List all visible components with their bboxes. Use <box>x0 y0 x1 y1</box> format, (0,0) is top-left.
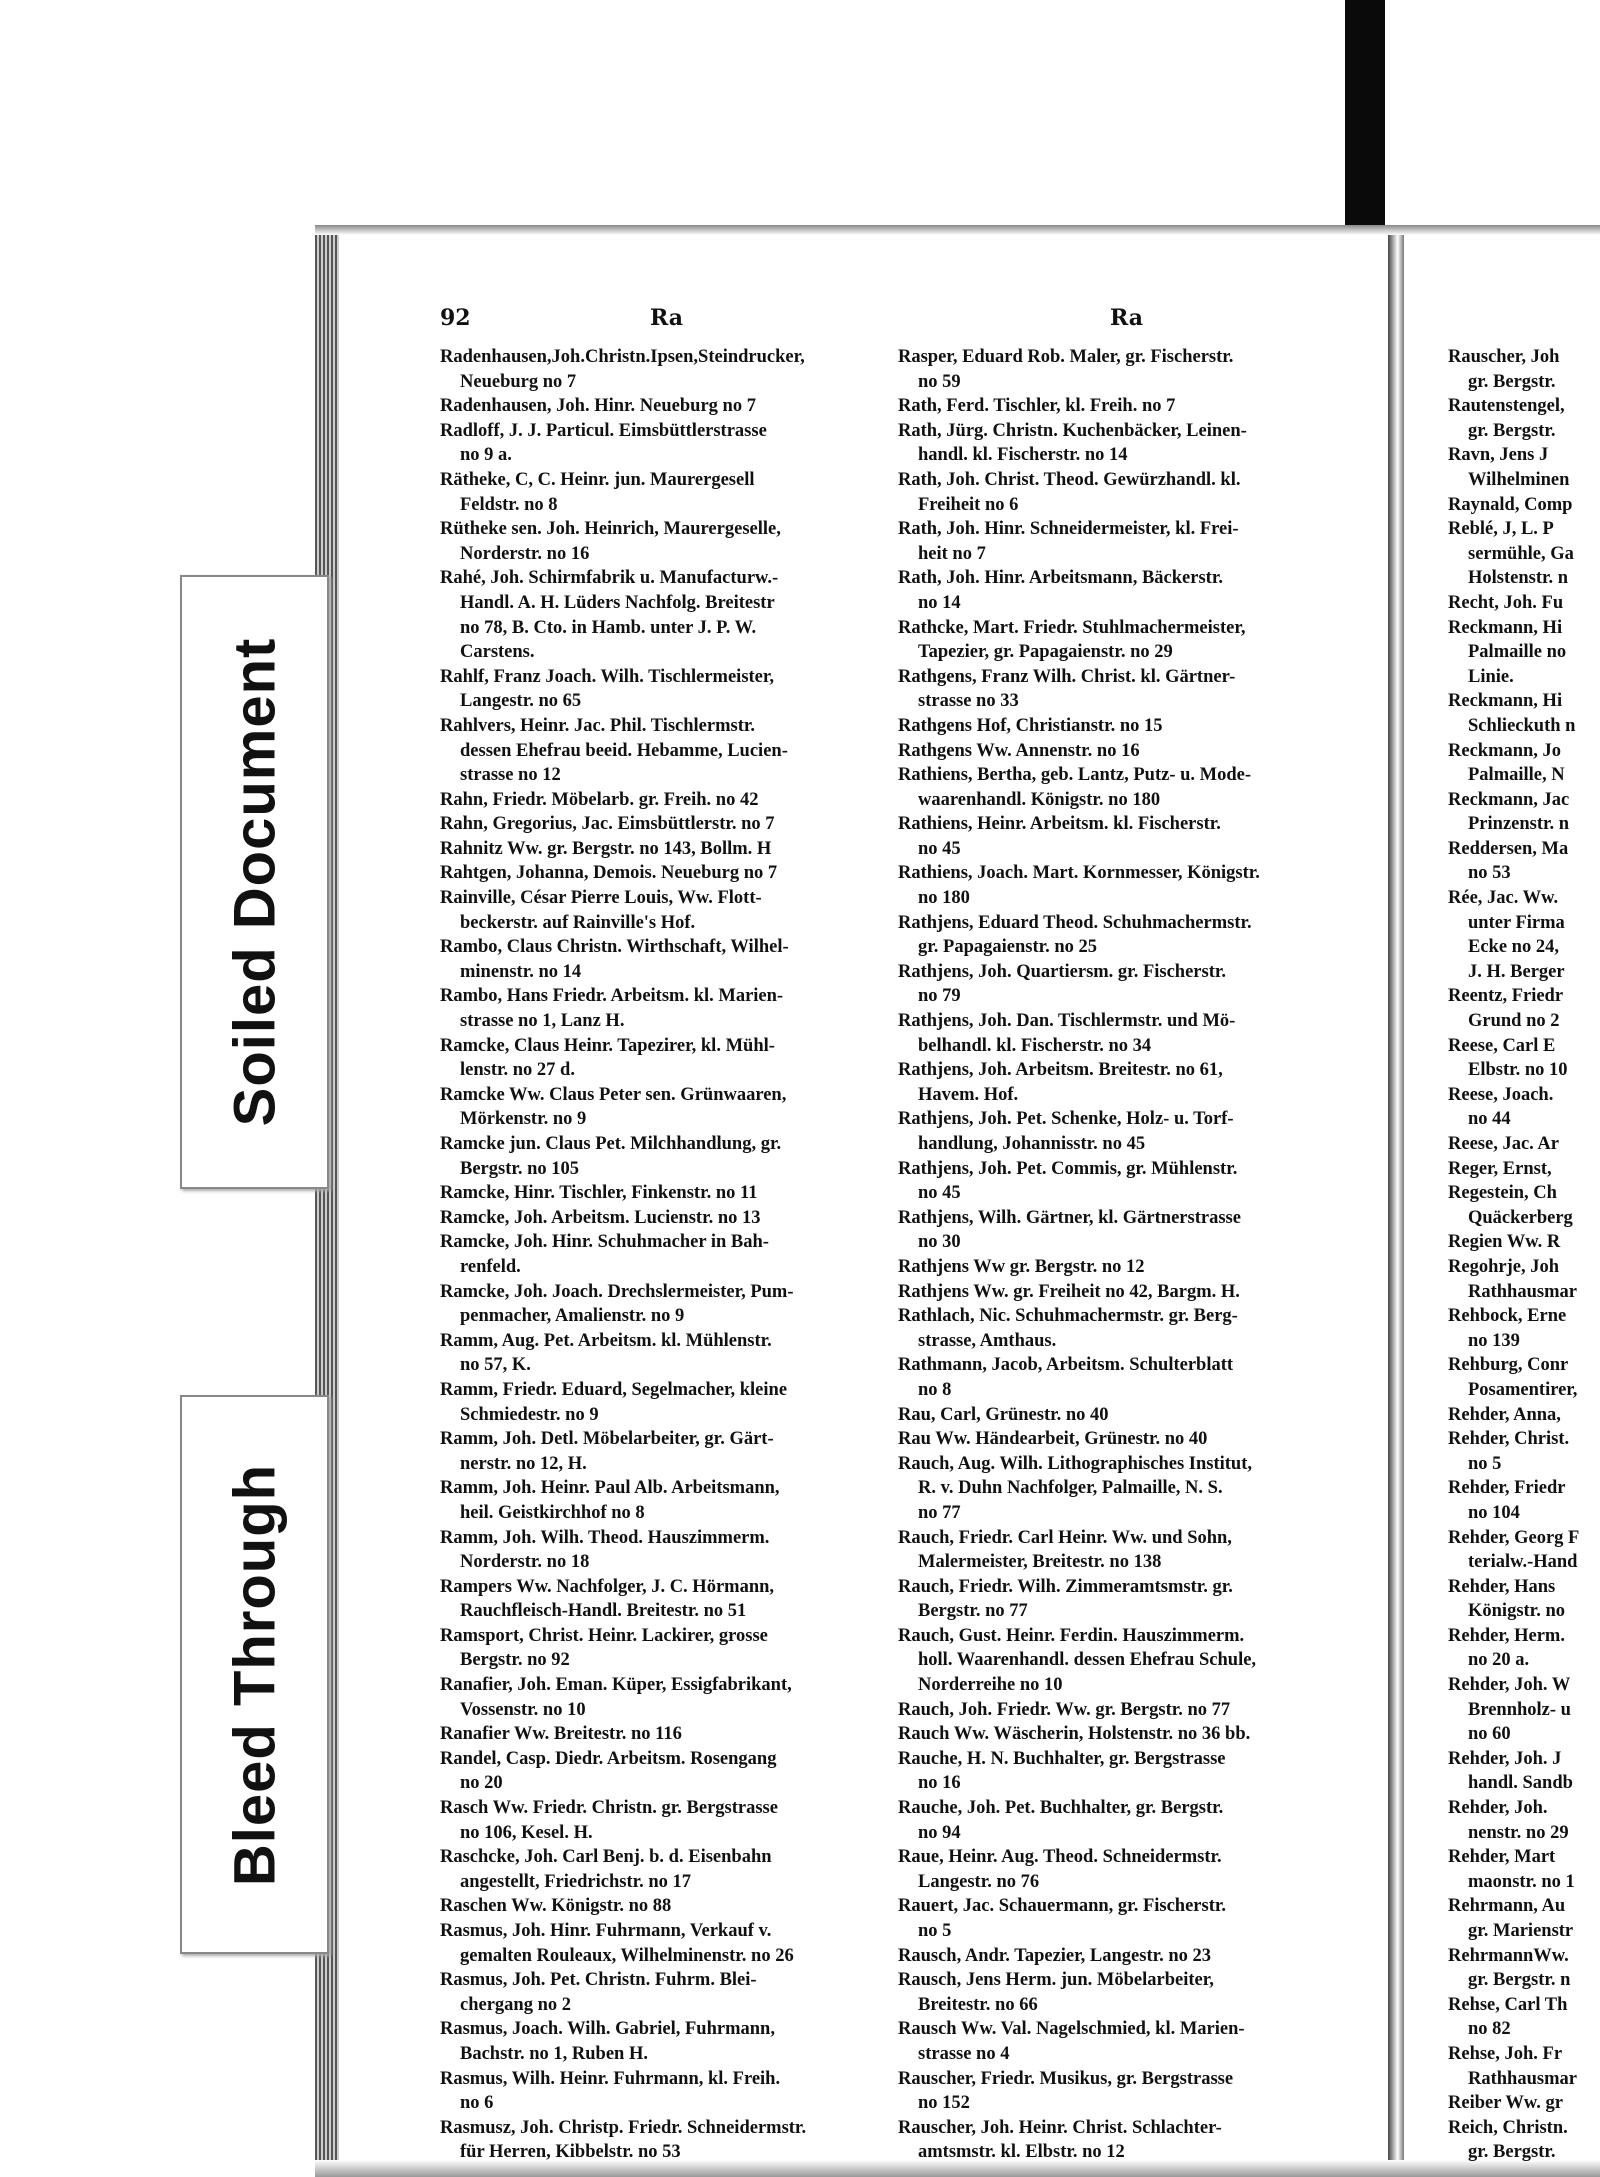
directory-entry-line: Rathhausmar <box>1468 2068 1577 2089</box>
directory-entry-line: Rath, Ferd. Tischler, kl. Freih. no 7 <box>898 396 1176 417</box>
directory-entry-line: no 30 <box>918 1232 961 1253</box>
directory-entry-line: Radloff, J. J. Particul. Eimsbüttlerstrasse <box>440 420 767 441</box>
directory-entry-line: maonstr. no 1 <box>1468 1871 1575 1892</box>
directory-entry-line: strasse no 4 <box>918 2043 1010 2064</box>
directory-entry-line: Reddersen, Ma <box>1448 838 1569 859</box>
directory-entry-line: Rehbock, Erne <box>1448 1306 1567 1327</box>
soiled-document-label: Soiled Document <box>222 637 287 1127</box>
directory-entry-line: chergang no 2 <box>460 1994 571 2015</box>
directory-entry-line: Rasmus, Joh. Hinr. Fuhrmann, Verkauf v. <box>440 1921 772 1941</box>
directory-entry-line: Ramsport, Christ. Heinr. Lackirer, grosse <box>440 1625 768 1646</box>
directory-entry-line: Rathjens, Joh. Quartiersm. gr. Fischerstr. <box>898 961 1227 982</box>
directory-entry-line: lenstr. no 27 d. <box>460 1060 575 1081</box>
directory-entry-line: nerstr. no 12, H. <box>460 1453 587 1474</box>
directory-entry-line: no 180 <box>918 888 970 909</box>
directory-entry-line: Reckmann, Jac <box>1448 789 1570 810</box>
directory-entry-line: Rehder, Hans <box>1448 1576 1556 1597</box>
directory-entry-line: Rahé, Joh. Schirmfabrik u. Manufacturw.- <box>440 568 779 589</box>
directory-entry-line: Randel, Casp. Diedr. Arbeitsm. Rosengang <box>440 1748 777 1769</box>
directory-column-left <box>440 345 880 2165</box>
directory-entry-line: no 106, Kesel. H. <box>460 1822 593 1843</box>
directory-entry-line: gr. Bergstr. <box>1468 371 1556 392</box>
directory-entry-line: belhandl. kl. Fischerstr. no 34 <box>918 1035 1152 1056</box>
directory-entry-line: Malermeister, Breitestr. no 138 <box>918 1552 1162 1573</box>
directory-entry-line: no 6 <box>460 2093 494 2114</box>
directory-entry-line: Prinzenstr. n <box>1468 814 1570 835</box>
directory-entry-line: Rathjens, Joh. Pet. Schenke, Holz- u. Torf- <box>898 1109 1234 1130</box>
directory-entry-line: Rathcke, Mart. Friedr. Stuhlmachermeister, <box>898 617 1246 638</box>
directory-entry-line: unter Firma <box>1468 912 1565 933</box>
directory-entry-line: strasse no 12 <box>460 765 561 786</box>
directory-entry-line: Königstr. no <box>1468 1601 1565 1622</box>
directory-entry-line: angestellt, Friedrichstr. no 17 <box>460 1871 692 1892</box>
directory-entry-line: gr. Marienstr <box>1468 1921 1574 1941</box>
directory-entry-line: Ramcke Ww. Claus Peter sen. Grünwaaren, <box>440 1084 787 1105</box>
directory-entry-line: Rahlvers, Heinr. Jac. Phil. Tischlermstr. <box>440 715 756 736</box>
directory-entry-line: Rau, Carl, Grünestr. no 40 <box>898 1404 1109 1425</box>
directory-entry-line: Rauch, Friedr. Carl Heinr. Ww. und Sohn, <box>898 1527 1232 1548</box>
directory-entry-line: Rainville, César Pierre Louis, Ww. Flott- <box>440 888 762 909</box>
directory-entry-line: no 44 <box>1468 1109 1511 1130</box>
soiled-document-tab <box>180 575 329 1189</box>
directory-entry-line: Rahn, Gregorius, Jac. Eimsbüttlerstr. no 7 <box>440 814 775 835</box>
directory-entry-line: Ramm, Aug. Pet. Arbeitsm. kl. Mühlenstr. <box>440 1330 772 1351</box>
directory-entry-line: Rathgens Ww. Annenstr. no 16 <box>898 740 1140 761</box>
directory-entry-line: Rathgens, Franz Wilh. Christ. kl. Gärtner- <box>898 666 1236 687</box>
directory-entry-line: Ranafier Ww. Breitestr. no 116 <box>440 1724 682 1745</box>
directory-entry-line: Rauchfleisch-Handl. Breitestr. no 51 <box>460 1601 747 1622</box>
directory-entry-line: renfeld. <box>460 1256 521 1277</box>
directory-entry-line: no 45 <box>918 838 961 859</box>
directory-entry-line: Rahtgen, Johanna, Demois. Neueburg no 7 <box>440 863 778 884</box>
directory-entry-line: no 60 <box>1468 1724 1511 1745</box>
directory-entry-line: Rauscher, Joh. Heinr. Christ. Schlachter- <box>898 2117 1222 2138</box>
directory-entry-line: Rath, Joh. Hinr. Schneidermeister, kl. Frei- <box>898 519 1239 540</box>
directory-entry-line: Rahlf, Franz Joach. Wilh. Tischlermeister, <box>440 666 775 687</box>
directory-entry-line: Ecke no 24, <box>1468 937 1559 958</box>
directory-entry-line: Raschen Ww. Königstr. no 88 <box>440 1896 672 1917</box>
middle-column-heading: Ra <box>1110 305 1144 331</box>
directory-entry-line: Rasmus, Joach. Wilh. Gabriel, Fuhrmann, <box>440 2019 775 2040</box>
directory-entry-line: Rathjens, Wilh. Gärtner, kl. Gärtnerstrasse <box>898 1207 1241 1228</box>
directory-entry-line: Rathiens, Bertha, geb. Lantz, Putz- u. Mode- <box>898 765 1252 786</box>
directory-entry-line: Rätheke, C, C. Heinr. jun. Maurergesell <box>440 469 755 490</box>
directory-entry-line: no 152 <box>918 2093 970 2114</box>
directory-entry-line: no 20 a. <box>1468 1650 1530 1671</box>
directory-entry-line: Recht, Joh. Fu <box>1448 592 1564 613</box>
directory-entry-line: Schmiedestr. no 9 <box>460 1404 599 1425</box>
directory-entry-line: Rathmann, Jacob, Arbeitsm. Schulterblatt <box>898 1355 1234 1376</box>
directory-entry-line: Posamentirer, <box>1468 1379 1578 1400</box>
directory-entry-line: Ramcke, Joh. Joach. Drechslermeister, Pum- <box>440 1281 794 1302</box>
directory-entry-line: Raschcke, Joh. Carl Benj. b. d. Eisenbahn <box>440 1847 772 1868</box>
book-gutter <box>1388 235 1404 2170</box>
bleed-through-tab <box>180 1395 329 1954</box>
directory-entry-line: beckerstr. auf Rainville's Hof. <box>460 912 696 933</box>
directory-entry-line: Tapezier, gr. Papagaienstr. no 29 <box>918 642 1173 663</box>
directory-entry-line: no 53 <box>1468 863 1511 884</box>
directory-entry-line: Rasmus, Wilh. Heinr. Fuhrmann, kl. Freih. <box>440 2068 781 2089</box>
directory-entry-line: Ramcke, Joh. Arbeitsm. Lucienstr. no 13 <box>440 1207 761 1228</box>
directory-entry-line: handl. kl. Fischerstr. no 14 <box>918 445 1128 466</box>
directory-entry-line: Rée, Jac. Ww. <box>1448 888 1559 909</box>
directory-entry-line: Reese, Jac. Ar <box>1448 1134 1559 1154</box>
directory-entry-line: Rambo, Hans Friedr. Arbeitsm. kl. Marien- <box>440 986 784 1007</box>
directory-entry-line: Regohrje, Joh <box>1448 1256 1559 1277</box>
directory-entry-line: Regien Ww. R <box>1448 1232 1561 1253</box>
directory-entry-line: no 78, B. Cto. in Hamb. unter J. P. W. <box>460 617 757 638</box>
directory-entry-line: Schlieckuth n <box>1468 715 1576 736</box>
directory-entry-line: Rehse, Joh. Fr <box>1448 2043 1563 2064</box>
directory-entry-line: Rathjens, Joh. Pet. Commis, gr. Mühlenstr. <box>898 1158 1238 1179</box>
directory-entry-line: no 94 <box>918 1822 961 1843</box>
directory-entry-line: Reese, Joach. <box>1448 1084 1554 1105</box>
directory-entry-line: Mörkenstr. no 9 <box>460 1109 587 1130</box>
directory-entry-line: Rathiens, Heinr. Arbeitsm. kl. Fischerstr. <box>898 814 1221 835</box>
directory-entry-line: no 79 <box>918 986 961 1007</box>
directory-entry-line: no 77 <box>918 1502 961 1523</box>
directory-entry-line: Rau Ww. Händearbeit, Grünestr. no 40 <box>898 1429 1208 1450</box>
directory-entry-line: strasse no 33 <box>918 691 1019 712</box>
directory-entry-line: heil. Geistkirchhof no 8 <box>460 1502 645 1523</box>
directory-entry-line: no 104 <box>1468 1502 1520 1523</box>
directory-entry-line: Breitestr. no 66 <box>918 1994 1038 2015</box>
directory-entry-line: Bergstr. no 77 <box>918 1601 1028 1622</box>
directory-entry-line: no 14 <box>918 592 961 613</box>
directory-entry-line: strasse, Amthaus. <box>918 1330 1057 1351</box>
directory-entry-line: Regestein, Ch <box>1448 1183 1557 1204</box>
directory-entry-line: no 139 <box>1468 1330 1520 1351</box>
directory-entry-line: Rehder, Mart <box>1448 1847 1556 1868</box>
directory-entry-line: R. v. Duhn Nachfolger, Palmaille, N. S. <box>918 1478 1223 1499</box>
directory-entry-line: Rehder, Christ. <box>1448 1429 1570 1450</box>
directory-entry-line: Ramm, Joh. Wilh. Theod. Hauszimmerm. <box>440 1527 770 1548</box>
directory-entry-line: no 57, K. <box>460 1355 531 1376</box>
directory-entry-line: Feldstr. no 8 <box>460 494 558 515</box>
directory-entry-line: Quäckerberg <box>1468 1207 1573 1228</box>
directory-entry-line: Rasmus, Joh. Pet. Christn. Fuhrm. Blei- <box>440 1970 757 1991</box>
directory-entry-line: Rambo, Claus Christn. Wirthschaft, Wilhel- <box>440 937 789 958</box>
directory-entry-line: Rausch, Andr. Tapezier, Langestr. no 23 <box>898 1945 1212 1966</box>
directory-entry-line: Elbstr. no 10 <box>1468 1060 1568 1081</box>
directory-entry-line: Rathjens Ww. gr. Freiheit no 42, Bargm. H. <box>898 1281 1240 1302</box>
directory-entry-line: Ramm, Friedr. Eduard, Segelmacher, kleine <box>440 1379 788 1400</box>
directory-entry-line: Ranafier, Joh. Eman. Küper, Essigfabrikant, <box>440 1675 792 1696</box>
directory-entry-line: Rehrmann, Au <box>1448 1896 1566 1917</box>
directory-entry-line: nenstr. no 29 <box>1468 1822 1569 1843</box>
directory-entry-line: Rehder, Joh. <box>1448 1798 1548 1819</box>
directory-entry-line: no 5 <box>918 1921 952 1941</box>
page-top-shadow <box>315 225 1600 235</box>
directory-entry-line: no 16 <box>918 1773 961 1794</box>
directory-entry-line: no 8 <box>918 1379 952 1400</box>
directory-entry-line: Rampers Ww. Nachfolger, J. C. Hörmann, <box>440 1576 775 1597</box>
directory-entry-line: Rathiens, Joach. Mart. Kornmesser, Königstr. <box>898 863 1260 884</box>
directory-entry-line: sermühle, Ga <box>1468 543 1574 564</box>
binding-shadow <box>1345 0 1385 245</box>
directory-entry-line: Rath, Jürg. Christn. Kuchenbäcker, Leinen- <box>898 420 1247 441</box>
directory-entry-line: Rauch, Gust. Heinr. Ferdin. Hauszimmerm. <box>898 1625 1245 1646</box>
directory-entry-line: Rausch Ww. Val. Nagelschmied, kl. Marien- <box>898 2019 1245 2040</box>
directory-entry-line: Ramcke, Claus Heinr. Tapezirer, kl. Mühl- <box>440 1035 775 1056</box>
directory-entry-line: Palmaille, N <box>1468 765 1565 786</box>
directory-entry-line: Holstenstr. n <box>1468 568 1569 589</box>
directory-entry-line: Norderstr. no 16 <box>460 543 590 564</box>
directory-entry-line: Langestr. no 65 <box>460 691 582 712</box>
directory-entry-line: Rath, Joh. Hinr. Arbeitsmann, Bäckerstr. <box>898 568 1223 589</box>
directory-entry-line: no 20 <box>460 1773 503 1794</box>
directory-entry-line: Rauche, Joh. Pet. Buchhalter, gr. Bergstr. <box>898 1798 1224 1819</box>
directory-entry-line: Rehder, Friedr <box>1448 1478 1566 1499</box>
directory-entry-line: Palmaille no <box>1468 642 1567 663</box>
directory-entry-line: Rasch Ww. Friedr. Christn. gr. Bergstrasse <box>440 1798 778 1819</box>
directory-entry-line: Rauch Ww. Wäscherin, Holstenstr. no 36 bb. <box>898 1724 1251 1745</box>
directory-entry-line: Ramcke, Hinr. Tischler, Finkenstr. no 11 <box>440 1183 758 1204</box>
directory-entry-line: Carstens. <box>460 642 535 663</box>
directory-entry-line: Rehder, Joh. J <box>1448 1748 1562 1769</box>
directory-entry-line: handlung, Johannisstr. no 45 <box>918 1134 1146 1154</box>
directory-entry-line: Raynald, Comp <box>1448 494 1573 515</box>
directory-entry-line: Linie. <box>1468 666 1514 687</box>
directory-entry-line: no 5 <box>1468 1453 1502 1474</box>
directory-entry-line: Rathhausmar <box>1468 1281 1577 1302</box>
directory-entry-line: Grund no 2 <box>1468 1011 1560 1032</box>
directory-entry-line: strasse no 1, Lanz H. <box>460 1011 625 1032</box>
directory-entry-line: Rauscher, Joh <box>1448 347 1560 367</box>
directory-entry-line: dessen Ehefrau beeid. Hebamme, Lucien- <box>460 740 788 761</box>
directory-entry-line: Rehder, Joh. W <box>1448 1675 1571 1696</box>
directory-entry-line: gr. Papagaienstr. no 25 <box>918 937 1098 958</box>
directory-entry-line: für Herren, Kibbelstr. no 53 <box>460 2142 681 2163</box>
directory-entry-line: Neueburg no 7 <box>460 371 577 392</box>
directory-entry-line: Rathjens Ww gr. Bergstr. no 12 <box>898 1256 1145 1277</box>
directory-entry-line: no 45 <box>918 1183 961 1204</box>
directory-entry-line: Rathgens Hof, Christianstr. no 15 <box>898 715 1163 736</box>
directory-entry-line: Reger, Ernst, <box>1448 1158 1552 1179</box>
directory-entry-line: gr. Bergstr. <box>1468 2142 1556 2163</box>
directory-entry-line: no 9 a. <box>460 445 512 466</box>
directory-entry-line: Wilhelminen <box>1468 469 1570 490</box>
directory-entry-line: Rathjens, Joh. Dan. Tischlermstr. und Mö- <box>898 1011 1236 1032</box>
directory-entry-line: Handl. A. H. Lüders Nachfolg. Breitestr <box>460 592 775 613</box>
directory-column-middle <box>898 345 1343 2165</box>
directory-entry-line: Rahnitz Ww. gr. Bergstr. no 143, Bollm. H <box>440 838 772 859</box>
directory-entry-line: Reckmann, Hi <box>1448 691 1563 712</box>
directory-entry-line: gr. Bergstr. <box>1468 420 1556 441</box>
directory-entry-line: Rautenstengel, <box>1448 396 1565 417</box>
directory-entry-line: Ramm, Joh. Detl. Möbelarbeiter, gr. Gärt- <box>440 1429 774 1450</box>
directory-entry-line: Reiber Ww. gr <box>1448 2093 1563 2114</box>
directory-entry-line: Rauscher, Friedr. Musikus, gr. Bergstrasse <box>898 2068 1234 2089</box>
directory-entry-line: Rehder, Anna, <box>1448 1404 1561 1425</box>
directory-entry-line: Reese, Carl E <box>1448 1035 1556 1056</box>
directory-entry-line: Rütheke sen. Joh. Heinrich, Maurergeselle, <box>440 519 781 540</box>
directory-entry-line: Rehburg, Conr <box>1448 1355 1569 1376</box>
directory-entry-line: Ramm, Joh. Heinr. Paul Alb. Arbeitsmann, <box>440 1478 780 1499</box>
directory-entry-line: Ramcke, Joh. Hinr. Schuhmacher in Bah- <box>440 1232 769 1253</box>
directory-entry-line: handl. Sandb <box>1468 1773 1573 1794</box>
directory-entry-line: Rahn, Friedr. Möbelarb. gr. Freih. no 42 <box>440 789 759 810</box>
directory-entry-line: Brennholz- u <box>1468 1699 1571 1720</box>
page-number: 92 <box>440 305 471 331</box>
directory-entry-line: terialw.-Hand <box>1468 1552 1578 1573</box>
directory-entry-line: Radenhausen,Joh.Christn.Ipsen,Steindrucker, <box>440 347 805 367</box>
directory-entry-line: no 82 <box>1468 2019 1511 2040</box>
directory-entry-line: Havem. Hof. <box>918 1084 1019 1105</box>
directory-entry-line: Bergstr. no 92 <box>460 1650 570 1671</box>
directory-entry-line: gemalten Rouleaux, Wilhelminenstr. no 26 <box>460 1945 794 1966</box>
directory-entry-line: Rauch, Friedr. Wilh. Zimmeramtsmstr. gr. <box>898 1576 1233 1597</box>
directory-entry-line: Reckmann, Jo <box>1448 740 1562 761</box>
directory-entry-line: Reckmann, Hi <box>1448 617 1563 638</box>
directory-entry-line: RehrmannWw. <box>1448 1945 1569 1966</box>
directory-entry-line: Rauche, H. N. Buchhalter, gr. Bergstrasse <box>898 1748 1226 1769</box>
directory-entry-line: Rehder, Herm. <box>1448 1625 1565 1646</box>
directory-entry-line: Rathjens, Eduard Theod. Schuhmachermstr. <box>898 912 1252 933</box>
directory-entry-line: Rauch, Aug. Wilh. Lithographisches Institut, <box>898 1453 1252 1474</box>
directory-entry-line: Bergstr. no 105 <box>460 1158 580 1179</box>
directory-entry-line: Rathjens, Joh. Arbeitsm. Breitestr. no 61, <box>898 1060 1223 1081</box>
directory-entry-line: Reich, Christn. <box>1448 2117 1568 2138</box>
directory-entry-line: Rasmusz, Joh. Christp. Friedr. Schneidermstr. <box>440 2117 807 2138</box>
directory-entry-line: J. H. Berger <box>1468 961 1565 982</box>
directory-entry-line: heit no 7 <box>918 543 986 564</box>
directory-entry-line: Rausch, Jens Herm. jun. Möbelarbeiter, <box>898 1970 1214 1991</box>
directory-entry-line: Rauert, Jac. Schauermann, gr. Fischerstr. <box>898 1896 1227 1917</box>
directory-column-right <box>1448 345 1600 2165</box>
directory-entry-line: Ravn, Jens J <box>1448 445 1549 466</box>
directory-entry-line: penmacher, Amalienstr. no 9 <box>460 1306 685 1327</box>
directory-entry-line: waarenhandl. Königstr. no 180 <box>918 789 1161 810</box>
directory-entry-line: Norderstr. no 18 <box>460 1552 590 1573</box>
directory-entry-line: Rehder, Georg F <box>1448 1527 1580 1548</box>
directory-entry-line: Rauch, Joh. Friedr. Ww. gr. Bergstr. no 77 <box>898 1699 1231 1720</box>
directory-entry-line: minenstr. no 14 <box>460 961 582 982</box>
directory-entry-line: holl. Waarenhandl. dessen Ehefrau Schule, <box>918 1650 1257 1671</box>
directory-entry-line: Ramcke jun. Claus Pet. Milchhandlung, gr. <box>440 1134 782 1154</box>
directory-entry-line: Reblé, J, L. P <box>1448 519 1554 540</box>
directory-entry-line: Reentz, Friedr <box>1448 986 1564 1007</box>
directory-entry-line: Vossenstr. no 10 <box>460 1699 586 1720</box>
directory-entry-line: Langestr. no 76 <box>918 1871 1040 1892</box>
directory-entry-line: Rehse, Carl Th <box>1448 1994 1568 2015</box>
bleed-through-label: Bleed Through <box>222 1463 287 1886</box>
directory-entry-line: gr. Bergstr. n <box>1468 1970 1571 1991</box>
directory-entry-line: Bachstr. no 1, Ruben H. <box>460 2043 648 2064</box>
directory-entry-line: Radenhausen, Joh. Hinr. Neueburg no 7 <box>440 396 756 417</box>
directory-entry-line: no 59 <box>918 371 961 392</box>
directory-entry-line: Rasper, Eduard Rob. Maler, gr. Fischerstr. <box>898 347 1234 367</box>
directory-entry-line: Rathlach, Nic. Schuhmachermstr. gr. Berg- <box>898 1306 1238 1327</box>
directory-entry-line: amtsmstr. kl. Elbstr. no 12 <box>918 2142 1125 2163</box>
directory-entry-line: Norderreihe no 10 <box>918 1675 1063 1696</box>
directory-entry-line: Rath, Joh. Christ. Theod. Gewürzhandl. kl. <box>898 469 1241 490</box>
left-column-heading: Ra <box>650 305 684 331</box>
directory-entry-line: Raue, Heinr. Aug. Theod. Schneidermstr. <box>898 1847 1222 1868</box>
directory-entry-line: Freiheit no 6 <box>918 494 1019 515</box>
